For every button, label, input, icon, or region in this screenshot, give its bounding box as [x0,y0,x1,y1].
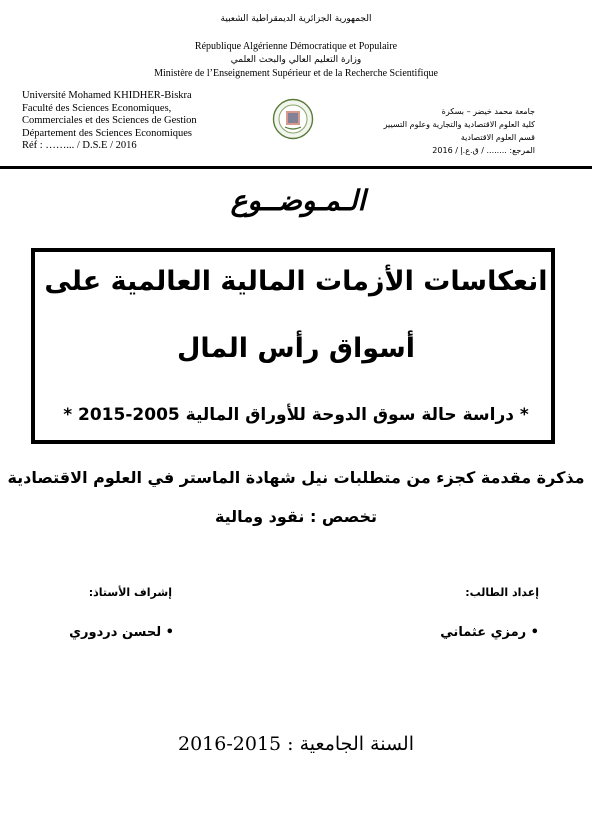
faculty-name-ar: كلية العلوم الاقتصادية والتجارية وعلوم التسيير [383,120,535,129]
thesis-title-line1: انعكاسات الأزمات المالية العالمية على [44,266,548,297]
reference-ar: المرجع: ........ / ق.ع.إ / 2016 [432,146,535,155]
memo-statement: مذكرة مقدمة كجزء من متطلبات نيل شهادة الماستر في العلوم الاقتصادية [7,468,585,487]
supervisor-label: إشراف الأستاذ: [88,586,172,599]
student-name: • رمزي عثماني [440,625,539,640]
department-name-ar: قسم العلوم الاقتصادية [460,133,535,142]
header-ministry-fr: Ministère de l’Enseignement Supérieur et de la Recherche Scientifique [154,68,438,79]
department-name-fr: Département des Sciences Economiques [22,127,192,139]
faculty-name-fr-cont: Commerciales et des Sciences de Gestion [22,115,197,126]
academic-year: السنة الجامعية : 2015-2016 [178,733,414,755]
thesis-title-line2: أسواق رأس المال [176,333,416,364]
header-separator [0,166,592,169]
university-name-fr: Université Mohamed KHIDHER-Biskra [22,90,192,101]
university-name-ar: جامعة محمد خيضر – بسكرة [441,107,535,116]
specialty: تخصص : نقود ومالية [214,507,378,526]
thesis-subtitle: * دراسة حالة سوق الدوحة للأوراق المالية 2005-2015 * [63,405,529,425]
university-info-fr [22,90,252,153]
subject-label: الـمـوضــوع [230,184,366,217]
header-republic-ar: الجمهورية الجزائرية الديمقراطية الشعبية [220,14,372,24]
student-label: إعداد الطالب: [465,586,539,599]
supervisor-name: • لحسن دردوري [69,625,174,640]
faculty-name-fr: Faculté des Sciences Economiques, [22,102,172,114]
university-info-ar [295,105,535,157]
header-ministry-ar: وزارة التعليم العالي والبحث العلمي [230,55,362,65]
reference-fr: Réf : ……... / D.S.E / 2016 [22,140,137,151]
header-republic-fr: République Algérienne Démocratique et Populaire [194,41,398,52]
